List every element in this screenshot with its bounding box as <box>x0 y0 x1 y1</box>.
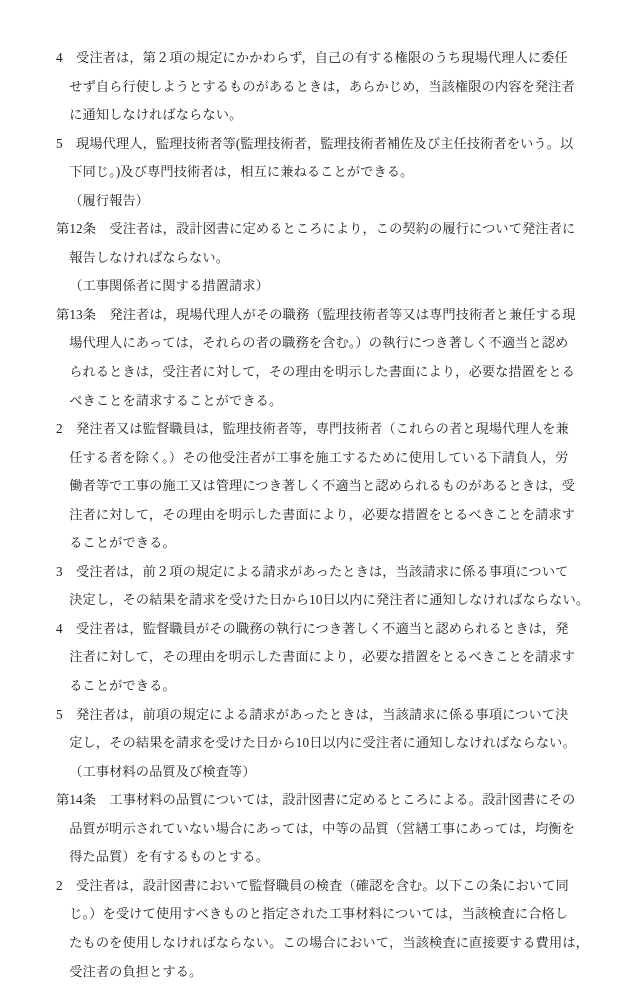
document-line: 4 受注者は，監督職員がその職務の執行につき著しく不適当と認められるときは，発 <box>56 615 569 644</box>
document-line: （工事材料の品質及び検査等） <box>56 758 569 787</box>
document-line: 得た品質）を有するものとする。 <box>56 843 569 872</box>
document-block <box>56 272 569 301</box>
document-line: じ。）を受けて使用すべきものと指定された工事材料については，当該検査に合格し <box>56 900 569 929</box>
document-line: 2 受注者は，設計図書において監督職員の検査（確認を含む。以下この条において同 <box>56 872 569 901</box>
document-block <box>56 44 569 130</box>
document-line: 5 発注者は，前項の規定による請求があったときは，当該請求に係る事項について決 <box>56 701 569 730</box>
document-line: （履行報告） <box>56 187 569 216</box>
document-line: 注者に対して，その理由を明示した書面により，必要な措置をとるべきことを請求す <box>56 501 569 530</box>
document-line: 働者等で工事の施工又は管理につき著しく不適当と認められるものがあるときは，受 <box>56 472 569 501</box>
document-block <box>56 758 569 787</box>
document-line: られるときは，受注者に対して，その理由を明示した書面により，必要な措置をとる <box>56 358 569 387</box>
document-block <box>56 786 569 872</box>
document-block <box>56 701 569 758</box>
document-block <box>56 558 569 615</box>
document-line: 受注者の負担とする。 <box>56 958 569 986</box>
document-line: 第14条 工事材料の品質については，設計図書に定めるところによる。設計図書にその <box>56 786 569 815</box>
document-line: 品質が明示されていない場合にあっては，中等の品質（営繕工事にあっては，均衡を <box>56 815 569 844</box>
document-block <box>56 872 569 986</box>
document-line: 決 定 し ， そ の 結 果 を 請 求 を 受 け た 日 か ら 1 0 日 以 内 に 発 注 者 に 通 知 し な け れ ば な ら な い 。 <box>56 586 569 615</box>
document-block <box>56 301 569 415</box>
document-block <box>56 187 569 216</box>
document-text-column <box>56 44 569 986</box>
document-line: た も の を 使 用 し な け れ ば な ら な い 。 こ の 場 合 に お い て ， 当 該 検 査 に 直 接 要 す る 費 用 は ， <box>56 929 569 958</box>
document-line: 第13条 発注者は，現場代理人がその職務（監理技術者等又は専門技術者と兼任する現 <box>56 301 569 330</box>
document-block <box>56 615 569 701</box>
document-line: 5 現場代理人，監理技術者等(監理技術者，監理技術者補佐及び主任技術者をいう。以 <box>56 130 569 159</box>
document-line: 注者に対して，その理由を明示した書面により，必要な措置をとるべきことを請求す <box>56 643 569 672</box>
document-line: 下同じ。)及び専門技術者は，相互に兼ねることができる。 <box>56 158 569 187</box>
document-line: 2 発注者又は監督職員は，監理技術者等，専門技術者（これらの者と現場代理人を兼 <box>56 415 569 444</box>
document-line: 報告しなければならない。 <box>56 244 569 273</box>
document-line: 定 し ， そ の 結 果 を 請 求 を 受 け た 日 か ら 1 0 日 以 内 に 受 注 者 に 通 知 し な け れ ば な ら な い 。 <box>56 729 569 758</box>
document-line: 任する者を除く。）その他受注者が工事を施工するために使用している下請負人，労 <box>56 444 569 473</box>
document-line: ることができる。 <box>56 529 569 558</box>
document-block <box>56 415 569 558</box>
document-line: （工事関係者に関する措置請求） <box>56 272 569 301</box>
document-line: べきことを請求することができる。 <box>56 387 569 416</box>
document-line: に通知しなければならない。 <box>56 101 569 130</box>
document-line: 場代理人にあっては，それらの者の職務を含む。）の執行につき著しく不適当と認め <box>56 329 569 358</box>
document-line: 3 受注者は，前２項の規定による請求があったときは，当該請求に係る事項について <box>56 558 569 587</box>
document-line: ることができる。 <box>56 672 569 701</box>
document-block <box>56 130 569 187</box>
document-line: 第12条 受注者は，設計図書に定めるところにより，この契約の履行について発注者に <box>56 215 569 244</box>
document-line: 4 受注者は，第２項の規定にかかわらず，自己の有する権限のうち現場代理人に委任 <box>56 44 569 73</box>
document-line: せず自ら行使しようとするものがあるときは，あらかじめ，当該権限の内容を発注者 <box>56 73 569 102</box>
document-block <box>56 215 569 272</box>
